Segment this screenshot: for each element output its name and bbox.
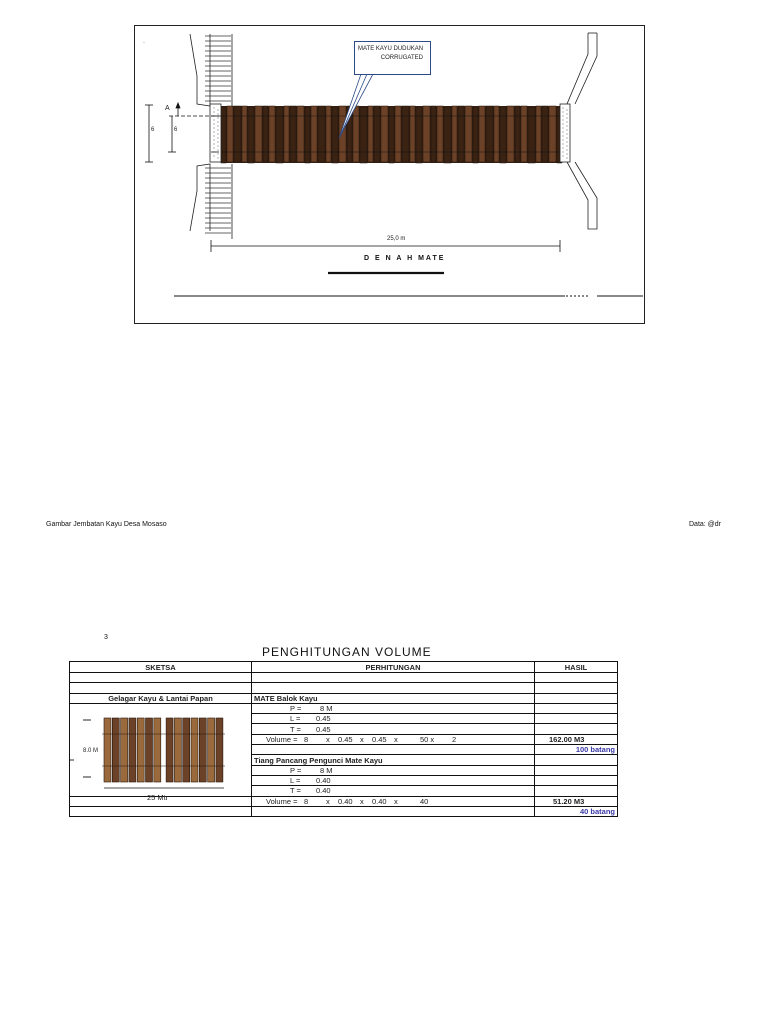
sketch-width-label: 8.0 M bbox=[83, 748, 99, 754]
dim-left-outer: 6 bbox=[151, 127, 155, 133]
callout-box bbox=[354, 41, 431, 75]
section-mark-label: A bbox=[165, 105, 170, 112]
plan-title: D E N A H MATE bbox=[364, 255, 446, 262]
volume-title: PENGHITUNGAN VOLUME bbox=[262, 645, 432, 659]
footer-credit: Data: @dr bbox=[689, 521, 722, 528]
s1-v4: 50 x bbox=[420, 734, 435, 744]
s1-result-count: 100 batang bbox=[535, 745, 618, 755]
s1-t-value: 0.45 bbox=[316, 724, 331, 734]
s2-v2: 0.40 bbox=[338, 796, 353, 806]
table-row bbox=[70, 673, 618, 683]
s1-v3: 0.45 bbox=[372, 734, 387, 744]
s2-l-label: L = bbox=[290, 776, 301, 786]
page-number: 3 bbox=[104, 634, 108, 641]
s1-p-label: P = bbox=[290, 704, 302, 714]
header-calc: PERHITUNGAN bbox=[252, 662, 535, 673]
header-sketch: SKETSA bbox=[70, 662, 252, 673]
s2-volume-label: Volume = bbox=[266, 796, 298, 806]
s2-result-count: 40 batang bbox=[535, 806, 618, 816]
callout-line-1: MATE KAYU DUDUKAN bbox=[358, 46, 424, 52]
length-label: 25,0 m bbox=[387, 236, 406, 242]
s2-p-label: P = bbox=[290, 765, 302, 775]
table-row bbox=[70, 703, 618, 713]
plan-drawing-frame bbox=[134, 25, 645, 324]
table-row bbox=[70, 806, 618, 816]
s1-l-value: 0.45 bbox=[316, 714, 331, 724]
sketch-drawing bbox=[69, 716, 246, 804]
s2-v1: 8 bbox=[304, 796, 309, 806]
s1-v1: 8 bbox=[304, 734, 309, 744]
s1-x1: x bbox=[326, 734, 330, 744]
s2-t-label: T = bbox=[290, 786, 301, 796]
s1-v2: 0.45 bbox=[338, 734, 353, 744]
s2-p-value: 8 M bbox=[320, 765, 333, 775]
left-end-beam bbox=[210, 104, 221, 162]
s1-x2: x bbox=[360, 734, 364, 744]
header-result: HASIL bbox=[535, 662, 618, 673]
callout-line-2: CORRUGATED bbox=[380, 55, 423, 61]
length-dimension bbox=[211, 240, 560, 252]
sketch-deck bbox=[69, 716, 246, 804]
table-header-row bbox=[70, 662, 618, 673]
s2-v3: 0.40 bbox=[372, 796, 387, 806]
table-row bbox=[70, 693, 618, 703]
right-end-beam bbox=[560, 104, 570, 162]
section1-title: MATE Balok Kayu bbox=[252, 693, 535, 703]
s2-x1: x bbox=[326, 796, 330, 806]
s1-volume-label: Volume = bbox=[266, 734, 298, 744]
s1-t-label: T = bbox=[290, 724, 301, 734]
right-abutment bbox=[567, 33, 597, 229]
section2-title: Tiang Pancang Pengunci Mate Kayu bbox=[252, 755, 535, 765]
s1-x3: x bbox=[394, 734, 398, 744]
s2-l-value: 0.40 bbox=[316, 776, 331, 786]
s1-v5: 2 bbox=[452, 734, 457, 744]
s2-result-value: 51.20 M3 bbox=[553, 796, 585, 806]
footer-caption: Gambar Jembatan Kayu Desa Mosaso bbox=[46, 521, 167, 528]
s2-v4: 40 bbox=[420, 796, 429, 806]
s1-p-value: 8 M bbox=[320, 704, 333, 714]
table-row bbox=[70, 683, 618, 693]
s1-l-label: L = bbox=[290, 714, 301, 724]
s1-result-value: 162.00 M3 bbox=[549, 734, 585, 744]
dot-mark: · bbox=[143, 40, 145, 46]
sketch-title: Gelagar Kayu & Lantai Papan bbox=[70, 693, 252, 703]
s2-t-value: 0.40 bbox=[316, 786, 331, 796]
s2-x3: x bbox=[394, 796, 398, 806]
bridge-deck bbox=[213, 106, 567, 163]
s2-x2: x bbox=[360, 796, 364, 806]
dim-left-inner: 6 bbox=[174, 127, 178, 133]
sketch-length-label: 25 Mtr bbox=[147, 793, 169, 802]
